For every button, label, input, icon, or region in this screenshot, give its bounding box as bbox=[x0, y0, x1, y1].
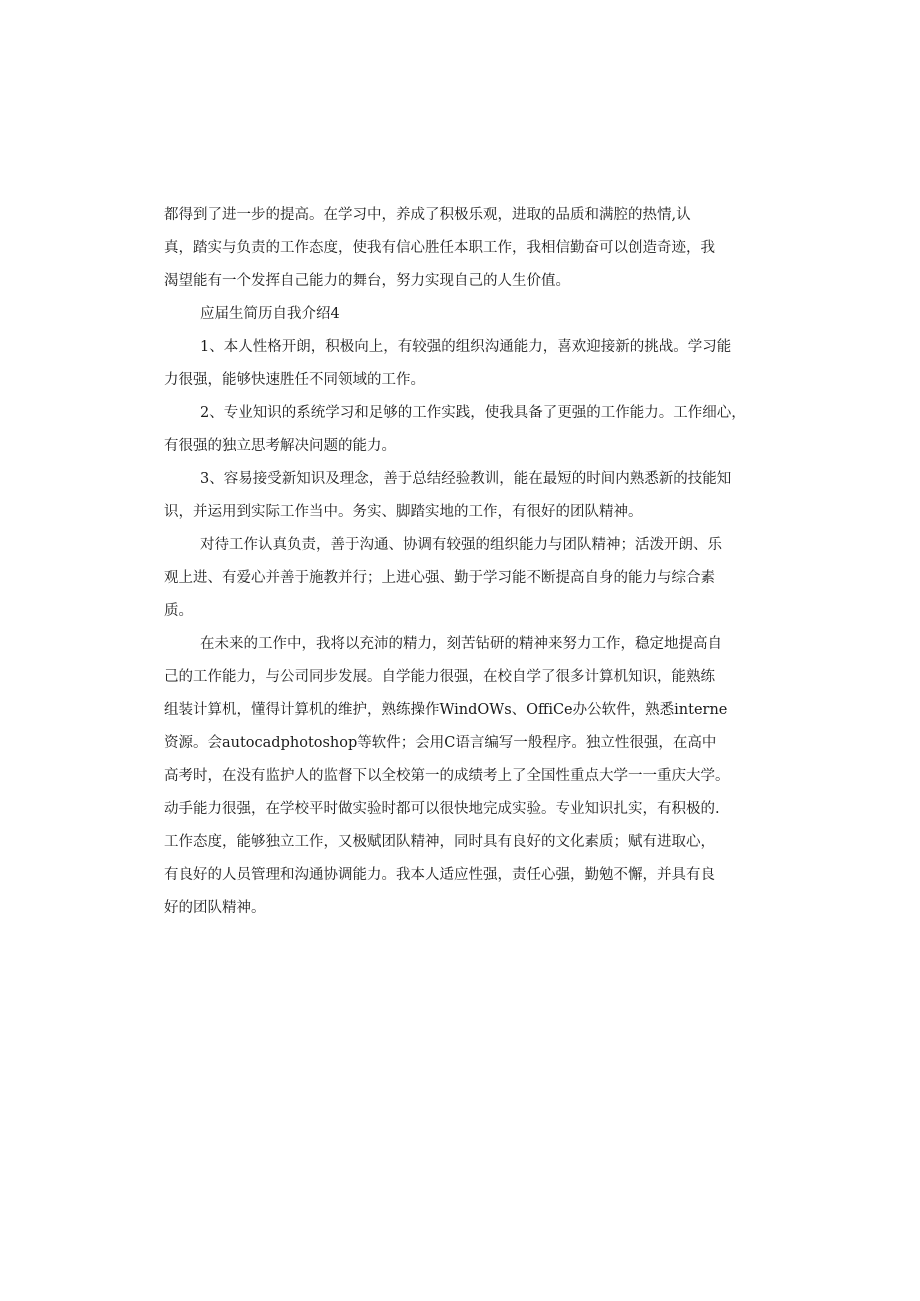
paragraph-line: 质。 bbox=[164, 603, 193, 619]
paragraph-line: 己的工作能力，与公司同步发展。自学能力很强，在校自学了很多计算机知识，能熟练 bbox=[164, 669, 715, 685]
paragraph-line: 真，踏实与负责的工作态度，使我有信心胜任本职工作，我相信勤奋可以创造奇迹，我 bbox=[164, 240, 715, 256]
paragraph-line: 2、专业知识的系统学习和足够的工作实践，使我具备了更强的工作能力。工作细心， bbox=[200, 405, 746, 421]
paragraph-line: 工作态度，能够独立工作，又极赋团队精神，同时具有良好的文化素质；赋有进取心， bbox=[164, 834, 715, 850]
paragraph-line: 好的团队精神。 bbox=[164, 900, 266, 916]
section-heading: 应届生简历自我介绍4 bbox=[200, 306, 340, 322]
paragraph-line: 3、容易接受新知识及理念，善于总结经验教训，能在最短的时间内熟悉新的技能知 bbox=[200, 471, 732, 487]
paragraph-line: 有良好的人员管理和沟通协调能力。我本人适应性强，责任心强，勤勉不懈，并具有良 bbox=[164, 867, 715, 883]
paragraph-line: 力很强，能够快速胜任不同领域的工作。 bbox=[164, 372, 425, 388]
paragraph-line: 都得到了进一步的提高。在学习中，养成了积极乐观，进取的品质和满腔的热情,认 bbox=[164, 207, 691, 223]
document-body bbox=[164, 199, 760, 925]
paragraph-line: 高考时，在没有监护人的监督下以全校第一的成绩考上了全国性重点大学一一重庆大学。 bbox=[164, 768, 730, 784]
paragraph-line: 组装计算机，懂得计算机的维护，熟练操作WindOWs、OffiCe办公软件，熟悉interne bbox=[164, 702, 728, 718]
paragraph-line: 观上进、有爱心并善于施教并行；上进心强、勤于学习能不断提高自身的能力与综合素 bbox=[164, 570, 715, 586]
paragraph-line: 渴望能有一个发挥自己能力的舞台，努力实现自己的人生价值。 bbox=[164, 273, 570, 289]
paragraph-line: 在未来的工作中，我将以充沛的精力，刻苦钻研的精神来努力工作，稳定地提高自 bbox=[200, 636, 722, 652]
paragraph-line: 对待工作认真负责，善于沟通、协调有较强的组织能力与团队精神；活泼开朗、乐 bbox=[200, 537, 722, 553]
paragraph-line: 动手能力很强，在学校平时做实验时都可以很快地完成实验。专业知识扎实，有积极的. bbox=[164, 801, 720, 817]
paragraph-line: 资源。会autocadphotoshop等软件；会用C语言编写一般程序。独立性很强，在高中 bbox=[164, 735, 717, 751]
paragraph-line: 有很强的独立思考解决问题的能力。 bbox=[164, 438, 396, 454]
paragraph-line: 1、本人性格开朗，积极向上，有较强的组织沟通能力，喜欢迎接新的挑战。学习能 bbox=[200, 339, 732, 355]
paragraph-line: 识，并运用到实际工作当中。务实、脚踏实地的工作，有很好的团队精神。 bbox=[164, 504, 643, 520]
